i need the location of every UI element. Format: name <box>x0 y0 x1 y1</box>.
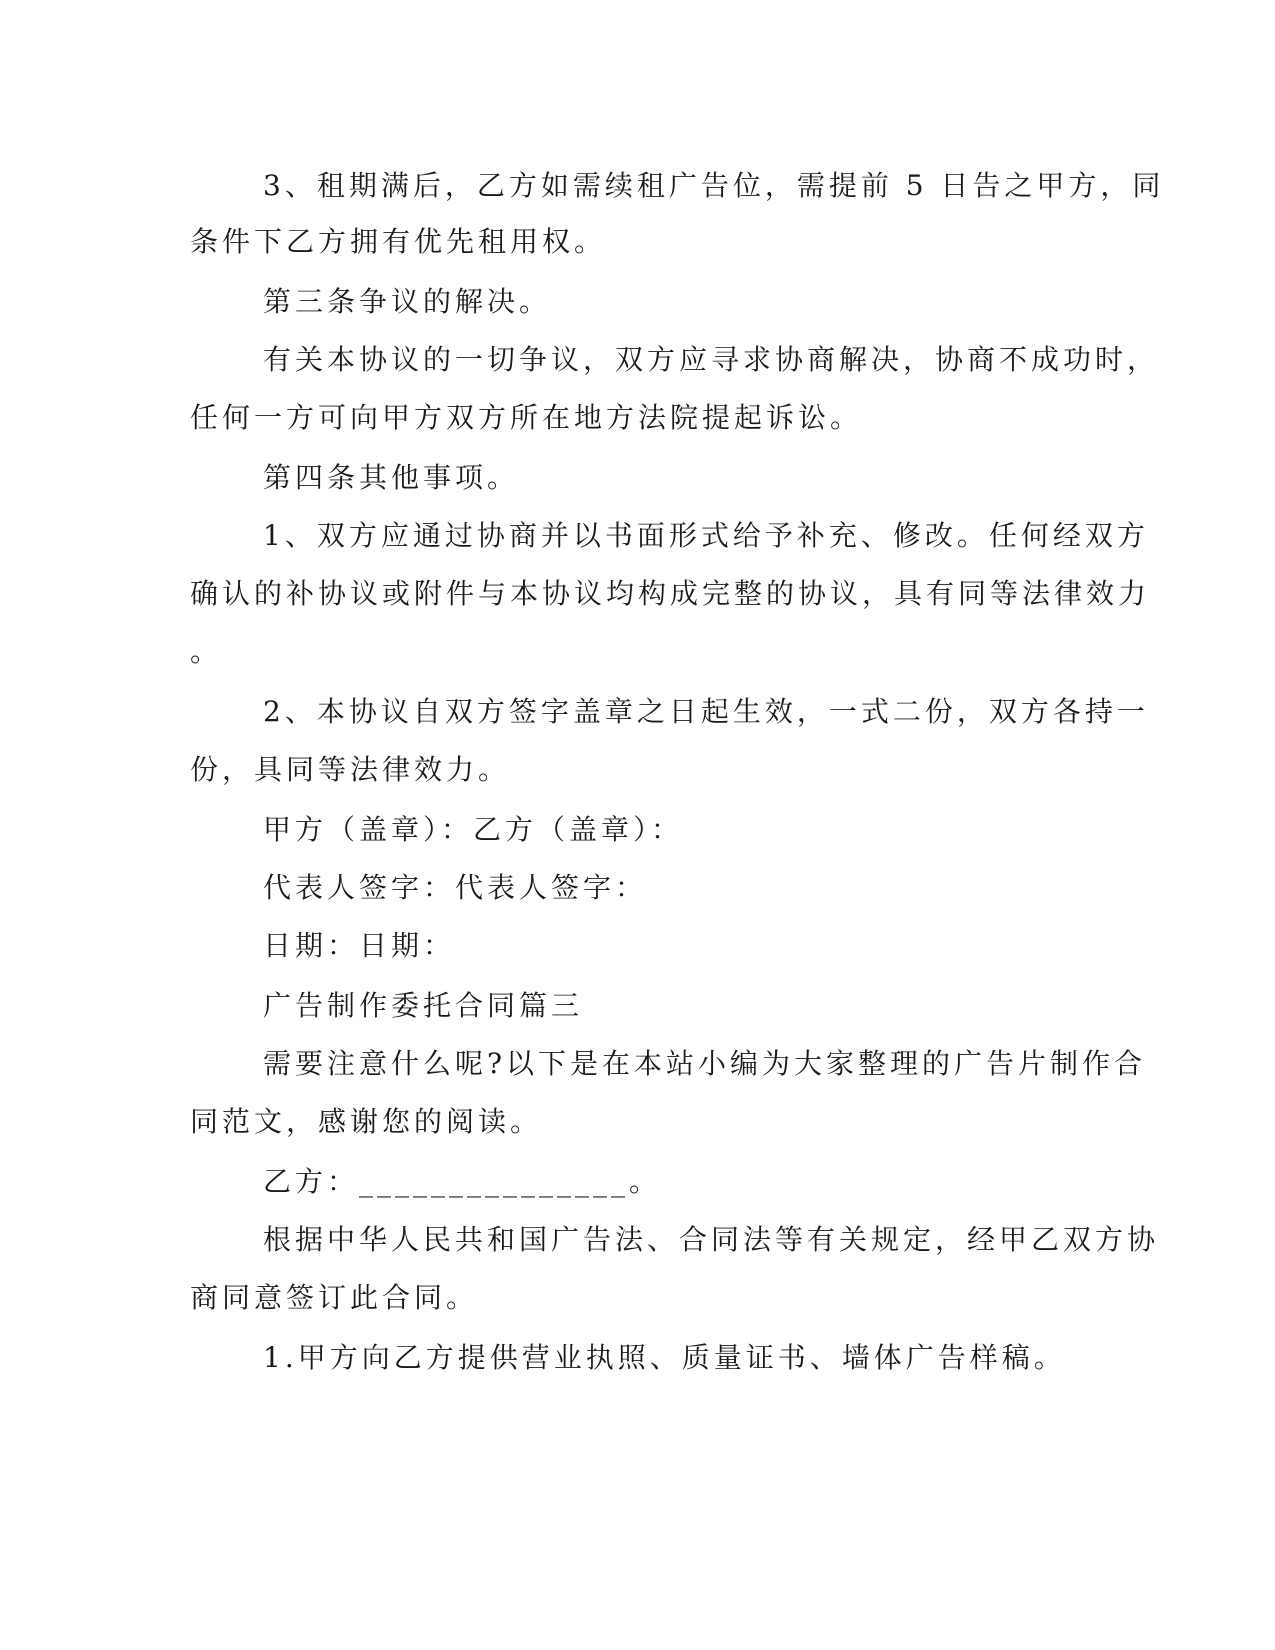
paragraph-line: 任何一方可向甲方双方所在地方法院提起诉讼。 <box>190 401 863 434</box>
section-heading: 广告制作委托合同篇三 <box>263 989 584 1022</box>
paragraph-line: 。 <box>190 635 223 668</box>
paragraph-line: 条件下乙方拥有优先租用权。 <box>190 225 607 258</box>
paragraph-line: 需要注意什么呢?以下是在本站小编为大家整理的广告片制作合 <box>263 1047 1147 1080</box>
paragraph-line: 同范文，感谢您的阅读。 <box>190 1105 543 1138</box>
paragraph-line: 3、租期满后，乙方如需续租广告位，需提前 5 日告之甲方，同 <box>263 169 1165 202</box>
signature-line: 甲方（盖章）：乙方（盖章）： <box>263 813 684 846</box>
paragraph-line: 商同意签订此合同。 <box>190 1281 479 1314</box>
paragraph-line: 确认的补协议或附件与本协议均构成完整的协议，具有同等法律效力 <box>190 577 1151 610</box>
paragraph-line: 有关本协议的一切争议，双方应寻求协商解决，协商不成功时， <box>263 343 1160 376</box>
paragraph-line: 1、双方应通过协商并以书面形式给予补充、修改。任何经双方 <box>263 519 1149 552</box>
signature-line: 代表人签字：代表人签字： <box>263 871 648 904</box>
section-heading: 第三条争议的解决。 <box>263 285 552 318</box>
section-heading: 第四条其他事项。 <box>263 461 520 494</box>
date-line: 日期：日期： <box>263 929 456 962</box>
paragraph-line: 1.甲方向乙方提供营业执照、质量证书、墙体广告样稿。 <box>263 1341 1066 1374</box>
paragraph-line: 2、本协议自双方签字盖章之日起生效，一式二份，双方各持一 <box>263 695 1149 728</box>
paragraph-line: 根据中华人民共和国广告法、合同法等有关规定，经甲乙双方协 <box>263 1223 1160 1256</box>
party-line: 乙方：_______________。 <box>263 1165 662 1198</box>
paragraph-line: 份，具同等法律效力。 <box>190 753 511 786</box>
